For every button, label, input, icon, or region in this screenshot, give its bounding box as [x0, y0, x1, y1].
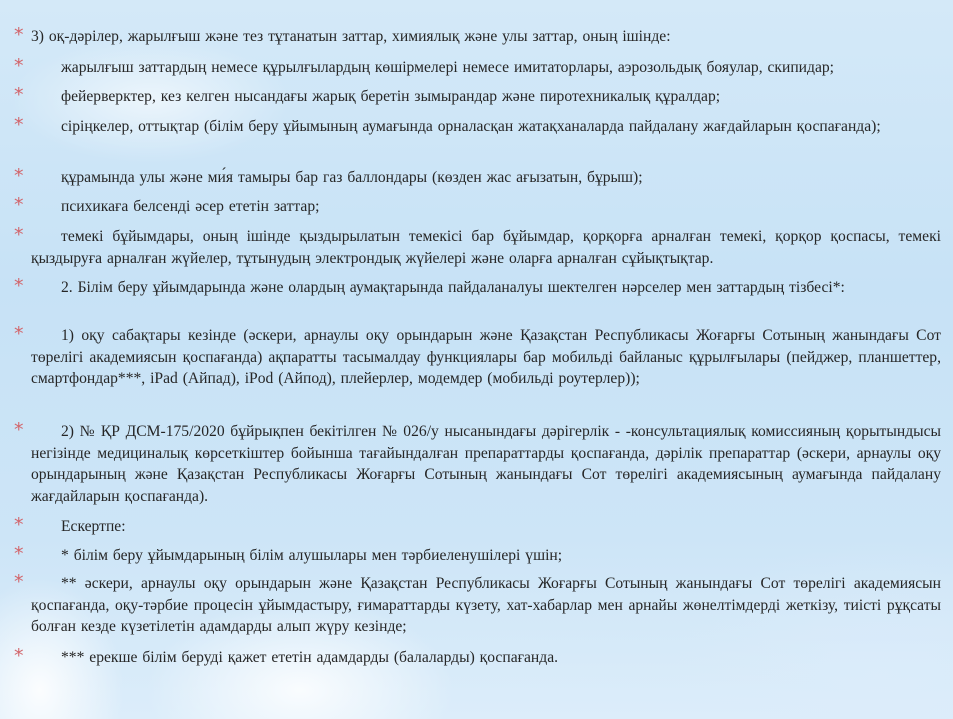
item-text: жарылғыш заттардың немесе құрылғылардың көшірмелері немесе имитаторлары, аэрозольдық бояулар, скипидар;: [61, 59, 835, 76]
item-text: фейерверктер, кез келген нысандағы жарық беретін зымырандар және пиротехникалық құралдар;: [61, 88, 721, 105]
bullet-star-icon: *: [14, 114, 24, 136]
bullet-star-icon: *: [14, 419, 24, 441]
item-text: ** әскери, арнаулы оқу орындарын және Қазақстан Республикасы Жоғарғы Сотының жанындағы Сот төрелігі академиясын қоспағанда, оқу-тәрбие процесін ұйымдастыру, ғимараттарды күзету, хат-хабарлар мен арнайы жөнелтімдерді жеткізу, тиісті рұқсаты болған кезде күзетілетін адамдарды алып жүру кезінде;: [31, 575, 941, 635]
item-text: психикаға белсенді әсер ететін заттар;: [61, 198, 320, 215]
bullet-star-icon: *: [14, 645, 24, 667]
bullet-star-icon: *: [14, 194, 24, 216]
item-text: 3) оқ-дәрілер, жарылғыш және тез тұтанатын заттар, химиялық және улы заттар, оның ішінде:: [31, 28, 671, 45]
item-text: 1) оқу сабақтары кезінде (әскери, арнаулы оқу орындарын және Қазақстан Республикасы Жоғарғы Сотының жанындағы Сот төрелігі академиясын қоспағанда) ақпаратты тасымалдау функциялары бар мобильді байланыс құрылғылары (пейджер, планшеттер, смартфондар***, iPad (Айпад), iPod (Айпод), плейерлер, модемдер (мобильді роутерлер));: [31, 327, 941, 387]
item-text: темекі бұйымдары, оның ішінде қыздырылатын темекісі бар бұйымдар, қорқорға арналған темекі, қорқор қоспасы, темекі қыздыруға арналған жүйелер, тұтынудың электрондық жүйелері және оларға арналған сұйықтықтар.: [31, 228, 941, 267]
bullet-star-icon: *: [14, 514, 24, 536]
bullet-star-icon: *: [14, 165, 24, 187]
bullet-star-icon: *: [14, 84, 24, 106]
bullet-star-icon: *: [14, 24, 24, 46]
bullet-star-icon: *: [14, 323, 24, 345]
bullet-star-icon: *: [14, 571, 24, 593]
bullet-star-icon: *: [14, 224, 24, 246]
bullet-star-icon: *: [14, 275, 24, 297]
item-text: Ескертпе:: [61, 518, 126, 535]
item-text: *** ерекше білім беруді қажет ететін адамдарды (балаларды) қоспағанда.: [61, 649, 559, 666]
item-text: 2) № ҚР ДСМ-175/2020 бұйрықпен бекітілген № 026/у нысанындағы дәрігерлік - -консультациялық комиссияның қорытындысы негізінде медициналық көрсеткіштер бойынша тағайындалған препараттарды қоспағанда, дәрілік препараттар (әскери, арнаулы оқу орындарының және Қазақстан Республикасы Жоғарғы Сотының жанындағы Сот төрелігі академиясының аумағында пайдалану жағдайларын қоспағанда).: [31, 423, 941, 505]
item-text: құрамында улы және ми́я тамыры бар газ баллондары (көзден жас ағызатын, бұрыш);: [61, 169, 643, 186]
item-text: 2. Білім беру ұйымдарында және олардың аумақтарында пайдаланалуы шектелген нәрселер мен заттардың тізбесі*:: [61, 279, 845, 296]
item-text: * білім беру ұйымдарының білім алушылары мен тәрбиеленушілері үшін;: [61, 547, 563, 564]
bullet-star-icon: *: [14, 543, 24, 565]
item-text: сіріңкелер, оттықтар (білім беру ұйымының аумағында орналасқан жатақханаларда пайдалану жағдайларын қоспағанда);: [61, 118, 881, 135]
bullet-star-icon: *: [14, 55, 24, 77]
